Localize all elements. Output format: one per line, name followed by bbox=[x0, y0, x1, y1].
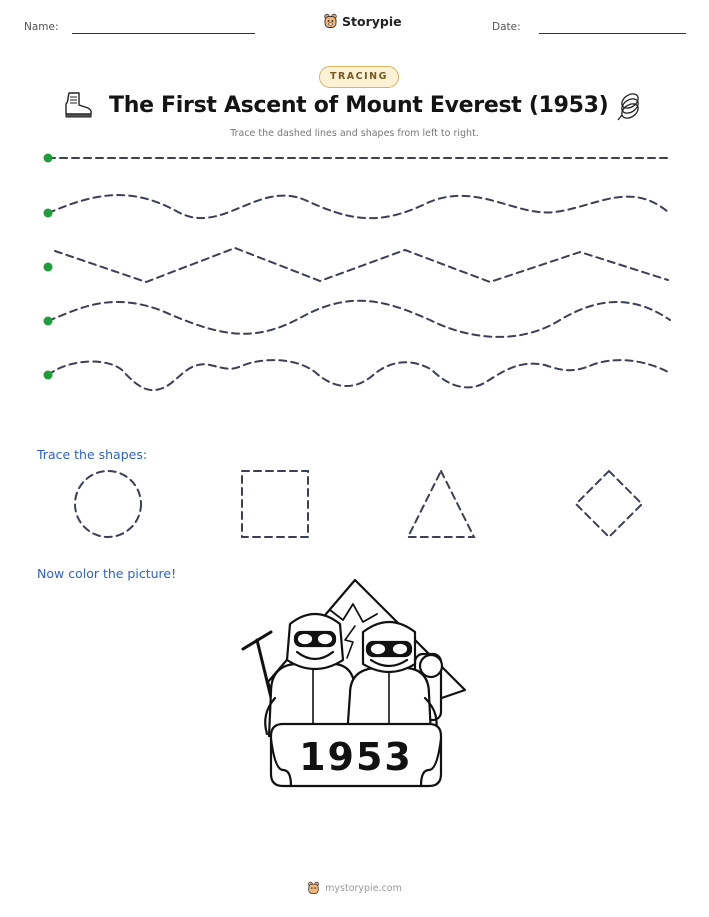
start-dot bbox=[44, 209, 53, 218]
footer bbox=[0, 881, 709, 895]
start-dot bbox=[44, 371, 53, 380]
tracing-line-wave bbox=[48, 301, 670, 337]
instructions: Trace the dashed lines and shapes from left to right. bbox=[230, 128, 479, 139]
name-label: Name: bbox=[24, 21, 59, 33]
storypie-logo-icon bbox=[307, 881, 320, 895]
trace-square bbox=[242, 471, 308, 537]
trace-diamond bbox=[576, 471, 642, 537]
tracing-badge: TRACING bbox=[319, 66, 399, 88]
coloring-section-label: Now color the picture! bbox=[37, 566, 177, 581]
tracing-line-wave bbox=[48, 195, 668, 218]
trace-shapes bbox=[0, 460, 709, 550]
banner-year: 1953 bbox=[299, 735, 413, 779]
page-title: The First Ascent of Mount Everest (1953) bbox=[109, 93, 609, 118]
start-dot bbox=[44, 263, 53, 272]
tracing-line-bumps bbox=[48, 360, 668, 390]
start-dot bbox=[44, 317, 53, 326]
tracing-line-zigzag bbox=[55, 248, 668, 282]
brand-name: Storypie bbox=[342, 13, 402, 29]
everest-climbers-picture bbox=[235, 574, 475, 794]
date-label: Date: bbox=[492, 21, 521, 33]
trace-circle bbox=[75, 471, 141, 537]
trace-triangle bbox=[408, 471, 474, 537]
shapes-section-label: Trace the shapes: bbox=[37, 447, 148, 462]
footer-url[interactable]: mystorypie.com bbox=[325, 882, 402, 894]
start-dot bbox=[44, 154, 53, 163]
